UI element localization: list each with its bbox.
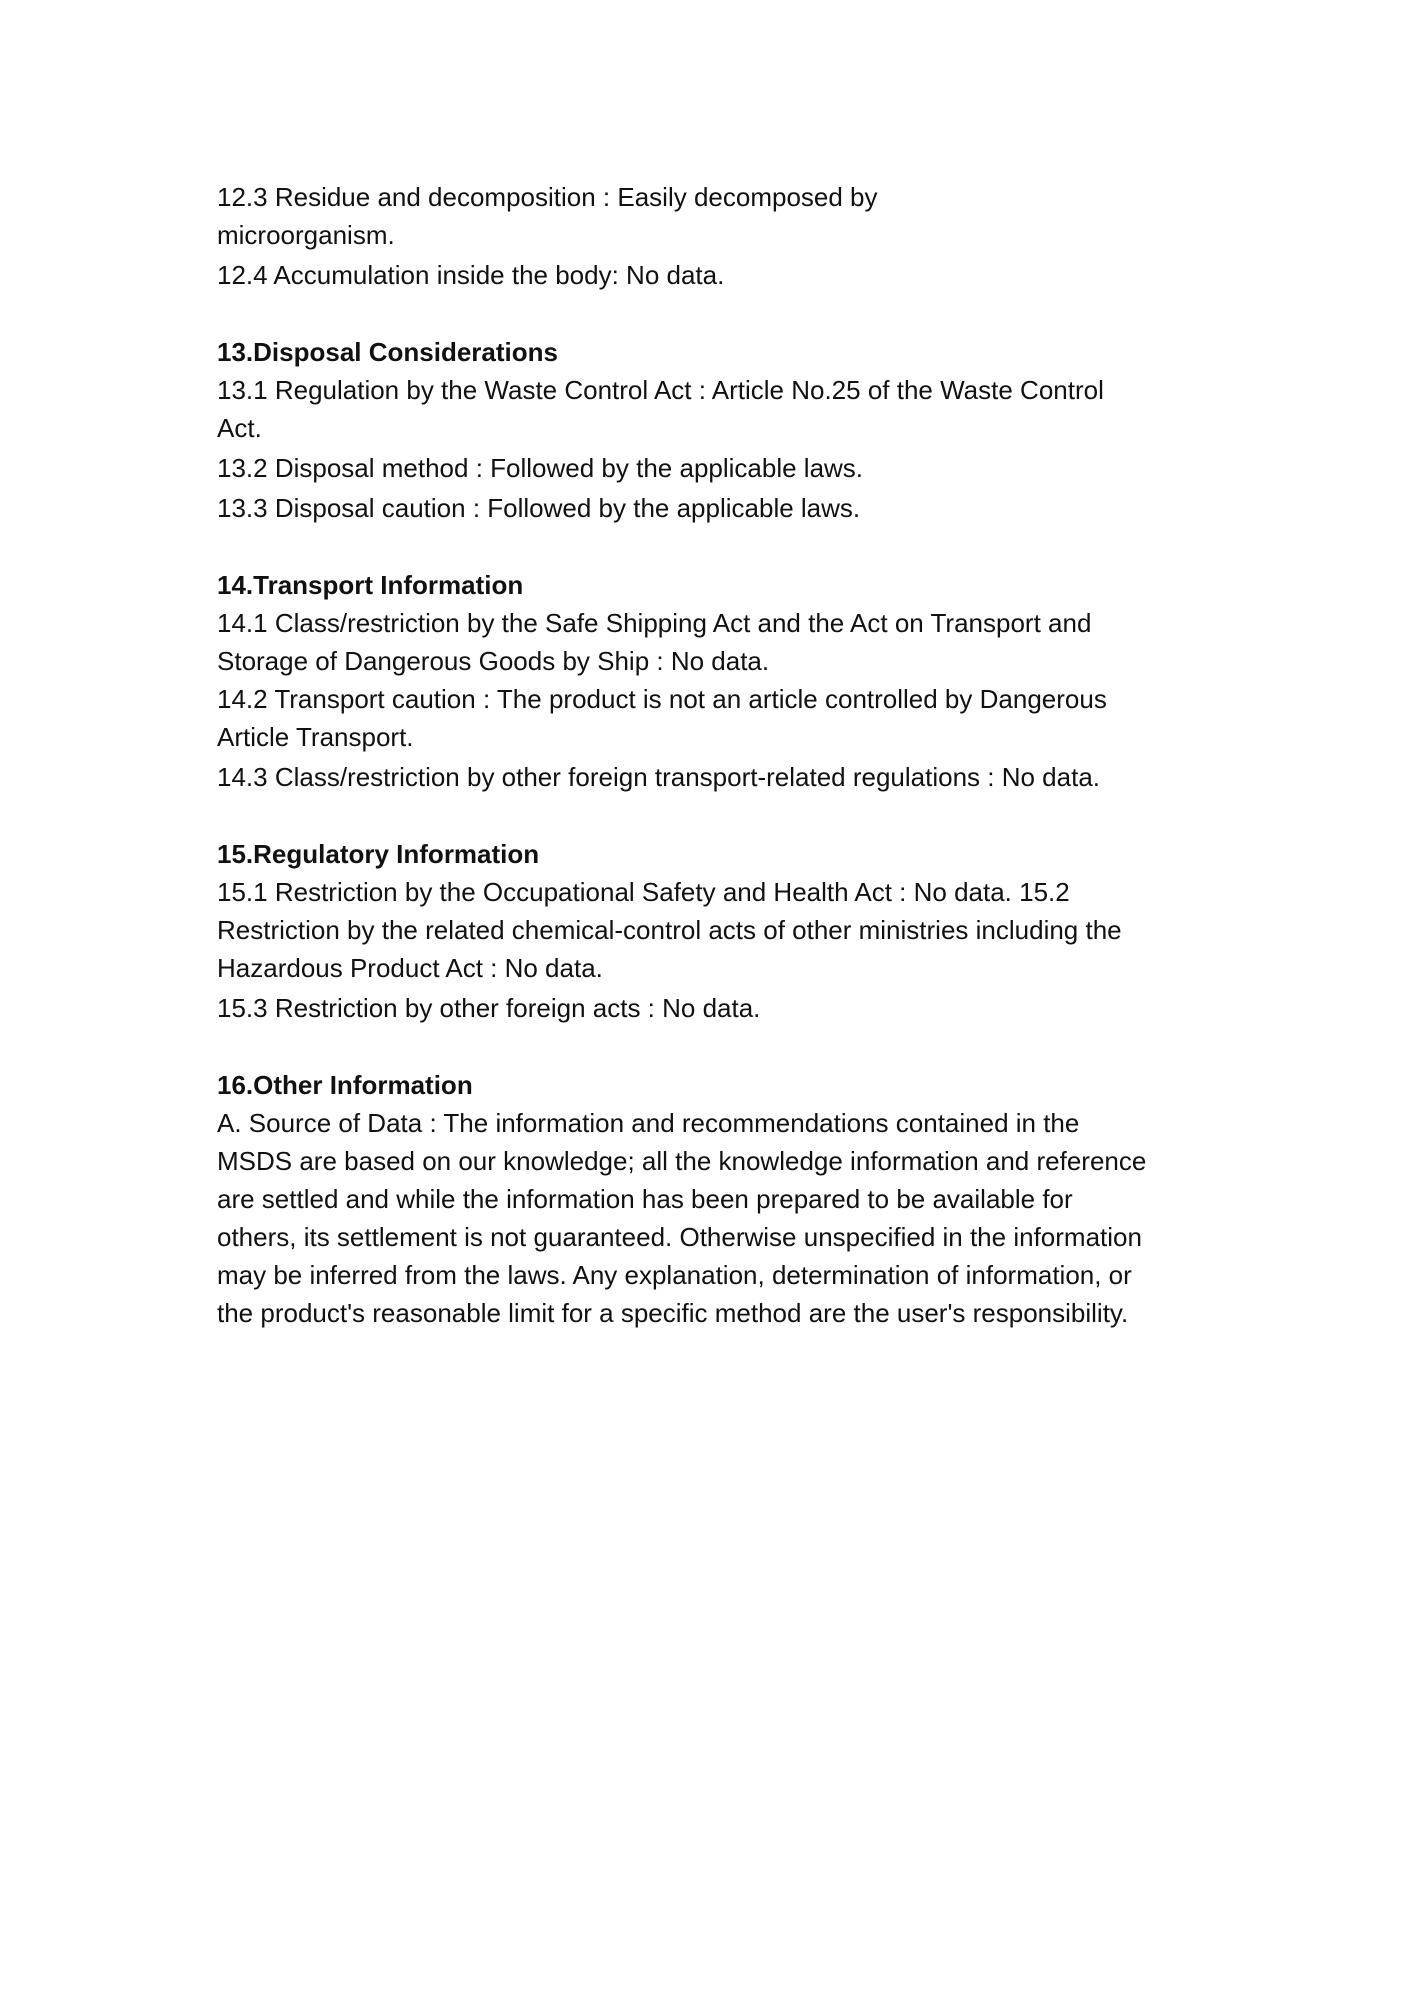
text-line: 12.3 Residue and decomposition : Easily decomposed by: [217, 182, 878, 212]
text-line: 15.3 Restriction by other foreign acts : No data.: [217, 993, 761, 1023]
section-heading: 14.Transport Information: [217, 570, 524, 600]
text-line: 14.1 Class/restriction by the Safe Shipping Act and the Act on Transport and: [217, 608, 1092, 638]
section-12-continued: [217, 178, 1217, 294]
section-heading: 13.Disposal Considerations: [217, 337, 558, 367]
text-line: 12.4 Accumulation inside the body: No data.: [217, 260, 725, 290]
document-body: [217, 178, 1217, 1332]
section-16-other: [217, 1066, 1217, 1332]
text-line: A. Source of Data : The information and recommendations contained in the: [217, 1108, 1080, 1138]
text-line: Hazardous Product Act : No data.: [217, 953, 603, 983]
text-line: 15.1 Restriction by the Occupational Safety and Health Act : No data. 15.2: [217, 877, 1070, 907]
text-line: are settled and while the information has been prepared to be available for: [217, 1184, 1073, 1214]
text-line: 13.3 Disposal caution : Followed by the applicable laws.: [217, 493, 861, 523]
text-line: Restriction by the related chemical-control acts of other ministries including the: [217, 915, 1122, 945]
text-line: 14.3 Class/restriction by other foreign transport-related regulations : No data.: [217, 762, 1101, 792]
section-14-transport: [217, 566, 1217, 796]
section-13-disposal: [217, 333, 1217, 527]
text-line: others, its settlement is not guaranteed. Otherwise unspecified in the information: [217, 1222, 1142, 1252]
section-15-regulatory: [217, 835, 1217, 1027]
text-line: may be inferred from the laws. Any explanation, determination of information, or: [217, 1260, 1132, 1290]
section-heading: 16.Other Information: [217, 1070, 473, 1100]
text-line: microorganism.: [217, 220, 395, 250]
text-line: Storage of Dangerous Goods by Ship : No data.: [217, 646, 770, 676]
text-line: 13.2 Disposal method : Followed by the applicable laws.: [217, 453, 864, 483]
section-heading: 15.Regulatory Information: [217, 839, 540, 869]
text-line: 14.2 Transport caution : The product is not an article controlled by Dangerous: [217, 684, 1107, 714]
text-line: Article Transport.: [217, 722, 414, 752]
text-line: MSDS are based on our knowledge; all the knowledge information and reference: [217, 1146, 1147, 1176]
text-line: the product's reasonable limit for a specific method are the user's responsibility.: [217, 1298, 1129, 1328]
text-line: Act.: [217, 413, 262, 443]
text-line: 13.1 Regulation by the Waste Control Act : Article No.25 of the Waste Control: [217, 375, 1104, 405]
